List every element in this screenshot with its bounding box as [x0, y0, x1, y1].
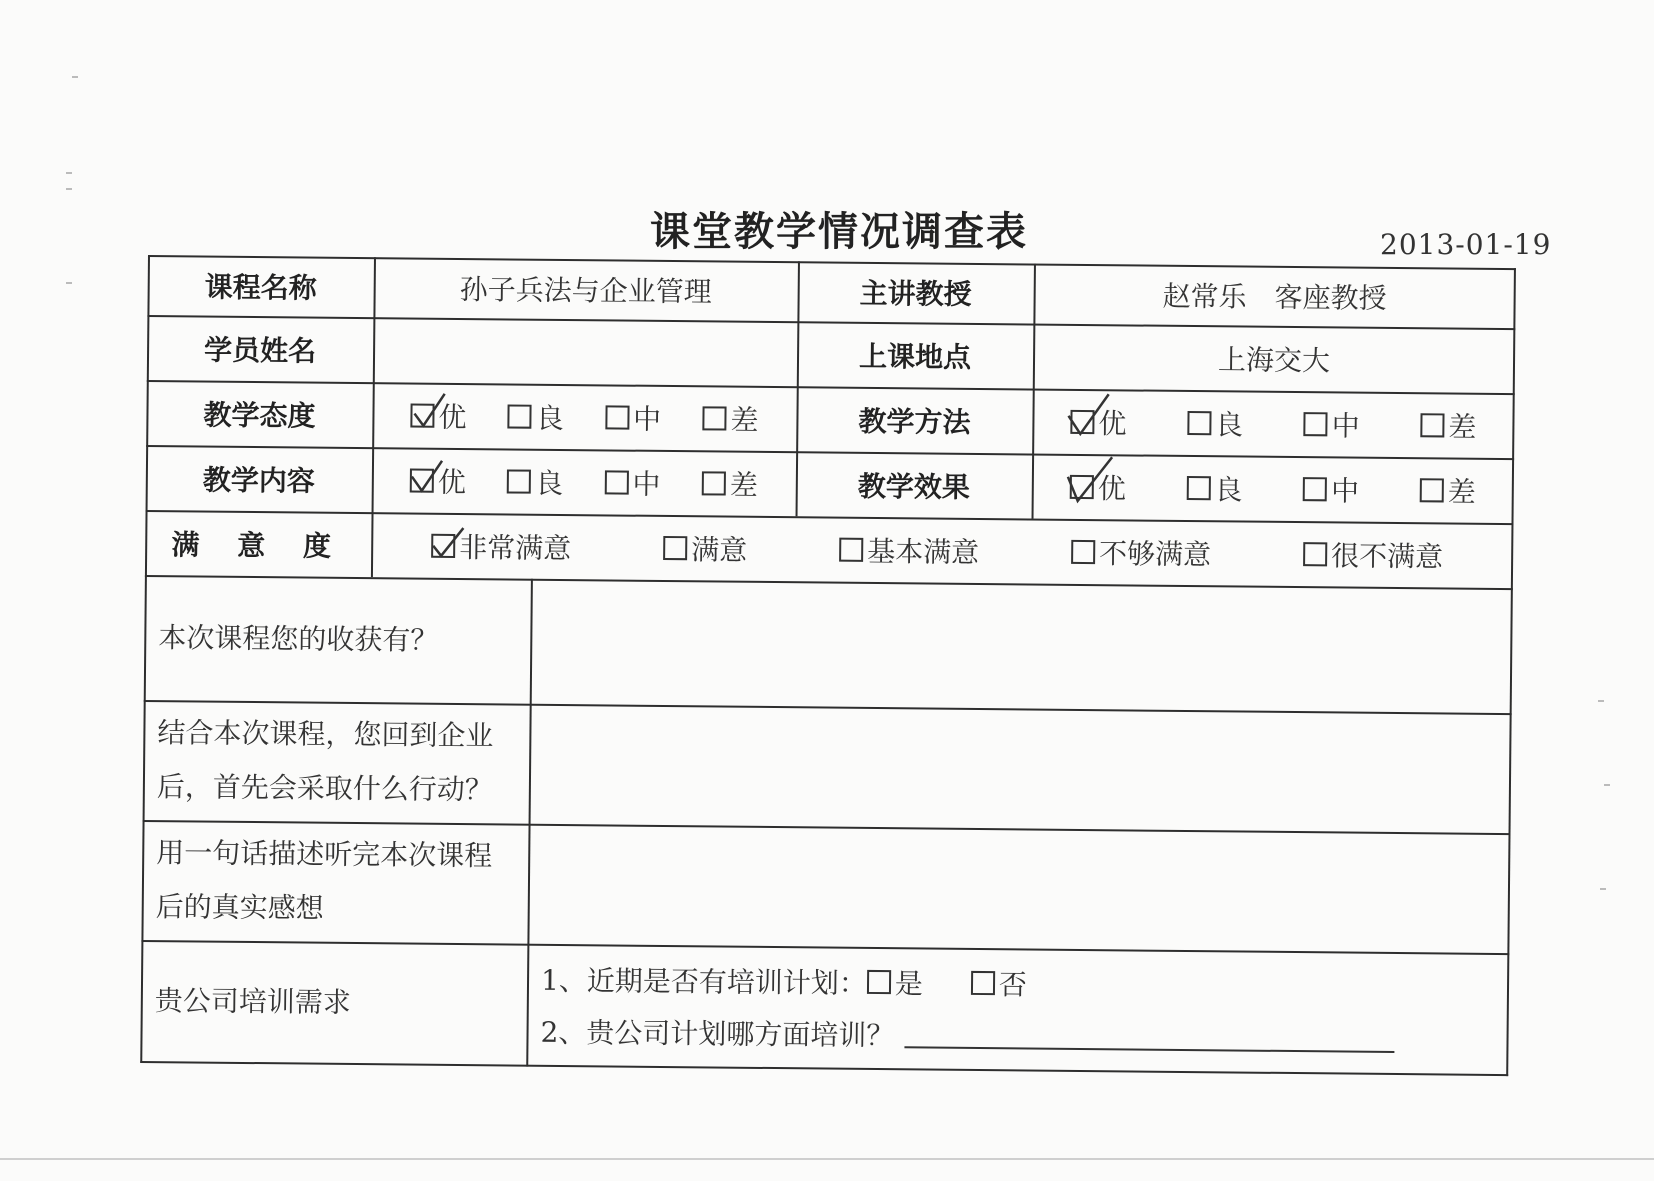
checkbox[interactable] — [1303, 542, 1327, 566]
checkbox[interactable] — [1186, 475, 1210, 499]
teaching-method-options — [1032, 388, 1515, 458]
question-action-answer[interactable] — [529, 704, 1512, 833]
training-area-text: 2、贵公司计划哪方面培训？ — [540, 1015, 895, 1052]
training-area-question — [540, 1004, 1394, 1064]
question-action-label — [143, 700, 530, 824]
option-label: 基本满意 — [867, 534, 980, 569]
checkbox[interactable] — [431, 533, 455, 557]
option-label: 否 — [998, 967, 1028, 1001]
document-title: 课堂教学情况调查表 — [650, 209, 1028, 255]
method-option-excellent[interactable] — [1070, 401, 1126, 442]
content-option-excellent[interactable] — [410, 460, 466, 501]
checkbox[interactable] — [410, 468, 434, 492]
checkbox[interactable] — [663, 535, 687, 559]
attitude-option-excellent[interactable] — [410, 395, 466, 436]
option-label: 良 — [535, 466, 564, 500]
scan-speck — [72, 76, 78, 78]
training-plan-no[interactable] — [971, 962, 1027, 1003]
checkmark-icon — [408, 456, 450, 496]
satisfaction-label: 满 意 度 — [171, 527, 346, 563]
checkbox[interactable] — [1070, 474, 1094, 498]
teaching-effect-label: 教学效果 — [857, 469, 970, 504]
satisfaction-options — [371, 512, 1514, 588]
option-label: 中 — [632, 467, 661, 501]
scan-speck — [66, 282, 72, 284]
option-label: 良 — [1214, 472, 1243, 507]
location-label: 上课地点 — [858, 339, 972, 374]
checkbox[interactable] — [605, 405, 629, 429]
checkbox[interactable] — [702, 406, 726, 430]
option-label: 中 — [1331, 408, 1360, 443]
training-needs-text: 贵公司培训需求 — [154, 983, 352, 1019]
checkbox[interactable] — [1187, 410, 1211, 434]
scan-speck — [1598, 700, 1604, 702]
question-gains-answer[interactable] — [530, 579, 1513, 713]
checkmark-icon — [1068, 462, 1110, 502]
attitude-option-poor[interactable] — [702, 398, 758, 439]
option-label: 良 — [1214, 407, 1244, 442]
option-label: 优 — [437, 465, 467, 499]
checkbox[interactable] — [702, 471, 726, 495]
question-feeling-answer[interactable] — [527, 824, 1510, 953]
effect-option-fair[interactable] — [1303, 469, 1359, 510]
training-plan-yes[interactable] — [867, 961, 923, 1002]
scan-speck — [1600, 888, 1606, 890]
method-option-fair[interactable] — [1304, 404, 1360, 445]
teaching-method-label: 教学方法 — [858, 404, 971, 439]
satisfaction-option-satisfied[interactable] — [663, 527, 747, 568]
checkmark-icon — [429, 521, 471, 561]
question-text: 本次课程您的收获有？ — [158, 620, 439, 657]
checkbox[interactable] — [1420, 478, 1444, 502]
content-option-fair[interactable] — [604, 462, 660, 503]
teaching-attitude-options — [372, 382, 797, 451]
option-label: 差 — [730, 403, 759, 437]
lecturer-value[interactable]: 赵常乐 客座教授 — [1162, 279, 1387, 315]
student-name-field[interactable] — [373, 317, 798, 386]
attitude-option-fair[interactable] — [605, 397, 661, 438]
question-text: 后的真实感想 — [155, 890, 324, 925]
course-name-label: 课程名称 — [204, 270, 317, 305]
effect-option-good[interactable] — [1186, 467, 1242, 508]
option-label: 优 — [438, 400, 467, 434]
content-option-good[interactable] — [507, 461, 563, 502]
teaching-effect-options — [1032, 453, 1515, 523]
option-label: 差 — [729, 468, 758, 502]
question-text: 用一句话描述听完本次课程 — [156, 836, 493, 873]
option-label: 不够满意 — [1098, 536, 1212, 571]
teaching-content-label: 教学内容 — [202, 463, 316, 498]
checkbox[interactable] — [1420, 413, 1444, 437]
scan-speck — [66, 172, 72, 174]
option-label: 优 — [1097, 471, 1126, 505]
checkbox[interactable] — [410, 403, 434, 427]
checkbox[interactable] — [508, 404, 532, 428]
document-date: 2013-01-19 — [1380, 228, 1552, 261]
checkbox[interactable] — [1303, 477, 1327, 501]
question-gains-label — [144, 575, 531, 704]
training-needs-content — [526, 944, 1509, 1074]
checkbox[interactable] — [604, 470, 628, 494]
checkbox[interactable] — [971, 970, 995, 994]
option-label: 差 — [1447, 474, 1476, 509]
option-label: 很不满意 — [1330, 538, 1444, 573]
option-label: 差 — [1448, 409, 1477, 444]
teaching-content-options — [372, 447, 797, 516]
attitude-option-good[interactable] — [508, 396, 564, 437]
checkmark-icon — [408, 391, 450, 431]
satisfaction-option-not-satisfied-enough[interactable] — [1071, 531, 1211, 572]
checkbox[interactable] — [1071, 539, 1095, 563]
student-name-label: 学员姓名 — [203, 333, 317, 368]
training-needs-label — [140, 940, 527, 1065]
method-option-poor[interactable] — [1420, 405, 1476, 446]
scan-speck — [66, 188, 72, 190]
training-area-answer-line[interactable] — [904, 1020, 1394, 1053]
option-label: 中 — [632, 402, 662, 436]
checkbox[interactable] — [867, 969, 891, 993]
option-label: 良 — [535, 401, 564, 435]
satisfaction-option-very-dissatisfied[interactable] — [1303, 534, 1443, 575]
scan-speck — [1604, 784, 1610, 786]
satisfaction-option-very-satisfied[interactable] — [431, 525, 571, 566]
option-label: 中 — [1330, 473, 1360, 508]
lecturer-label: 主讲教授 — [859, 276, 972, 311]
content-option-poor[interactable] — [702, 463, 758, 504]
training-plan-text: 1、近期是否有培训计划： — [540, 963, 868, 1000]
checkmark-icon — [1068, 397, 1110, 437]
training-plan-question — [541, 952, 1027, 1009]
checkbox[interactable] — [1304, 412, 1328, 436]
checkbox[interactable] — [839, 537, 863, 561]
method-option-good[interactable] — [1187, 402, 1243, 443]
checkbox[interactable] — [507, 469, 531, 493]
question-text: 后，首先会采取什么行动？ — [156, 770, 494, 807]
teaching-attitude-label: 教学态度 — [203, 398, 316, 433]
option-label: 满意 — [691, 532, 748, 567]
question-text: 结合本次课程，您回到企业 — [157, 716, 494, 753]
option-label: 非常满意 — [459, 530, 572, 565]
location-value[interactable]: 上海交大 — [1217, 342, 1331, 377]
option-label: 是 — [894, 966, 924, 1000]
survey-form — [140, 255, 1516, 1076]
effect-option-poor[interactable] — [1420, 470, 1476, 511]
checkbox[interactable] — [1070, 409, 1094, 433]
question-feeling-label — [141, 820, 528, 944]
effect-option-excellent[interactable] — [1070, 466, 1126, 507]
option-label: 优 — [1098, 406, 1127, 440]
scan-edge — [0, 1158, 1654, 1160]
course-name-value[interactable]: 孙子兵法与企业管理 — [459, 272, 712, 309]
satisfaction-option-basically-satisfied[interactable] — [839, 529, 979, 570]
